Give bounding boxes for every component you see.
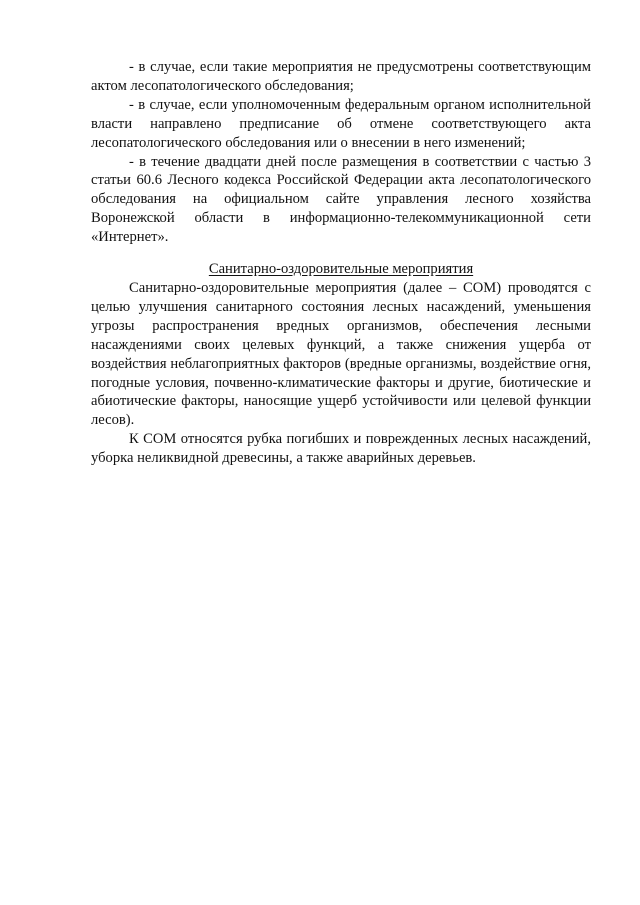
bullet-paragraph-1: - в случае, если такие мероприятия не предусмотрены соответствующим актом лесопатологического обследования; [91, 59, 591, 94]
body-paragraph-2: К СОМ относятся рубка погибших и поврежденных лесных насаждений, уборка неликвидной древесины, а также аварийных деревьев. [91, 431, 591, 467]
bullet-paragraph-2: - в случае, если уполномоченным федеральным органом исполнительной власти направлено предписание об отмене соответствующего акта лесопатологического обследования или о внесении в него изменений; [91, 96, 591, 151]
section-heading: Санитарно-оздоровительные мероприятия [208, 261, 474, 278]
body-paragraph-1: Санитарно-оздоровительные мероприятия (далее – СОМ) проводятся с целью улучшения санитарного состояния лесных насаждений, уменьшения угрозы распространения вредных организмов, обеспечения лесными насаждениями своих целевых функций, а также снижения ущерба от воздействия неблагоприятных факторов (вредные организмы, воздействие огня, погодные условия, почвенно-климатические факторы и другие, биотические и абиотические факторы, наносящие ущерб устойчивости или целевой функции лесов). [91, 279, 591, 429]
bullet-paragraph-3: - в течение двадцати дней после размещения в соответствии с частью 3 статьи 60.6 Лесного кодекса Российской Федерации акта лесопатологического обследования на официальном сайте управления лесного хозяйства Воронежской области в информационно-телекоммуникационной сети «Интернет». [91, 153, 591, 246]
